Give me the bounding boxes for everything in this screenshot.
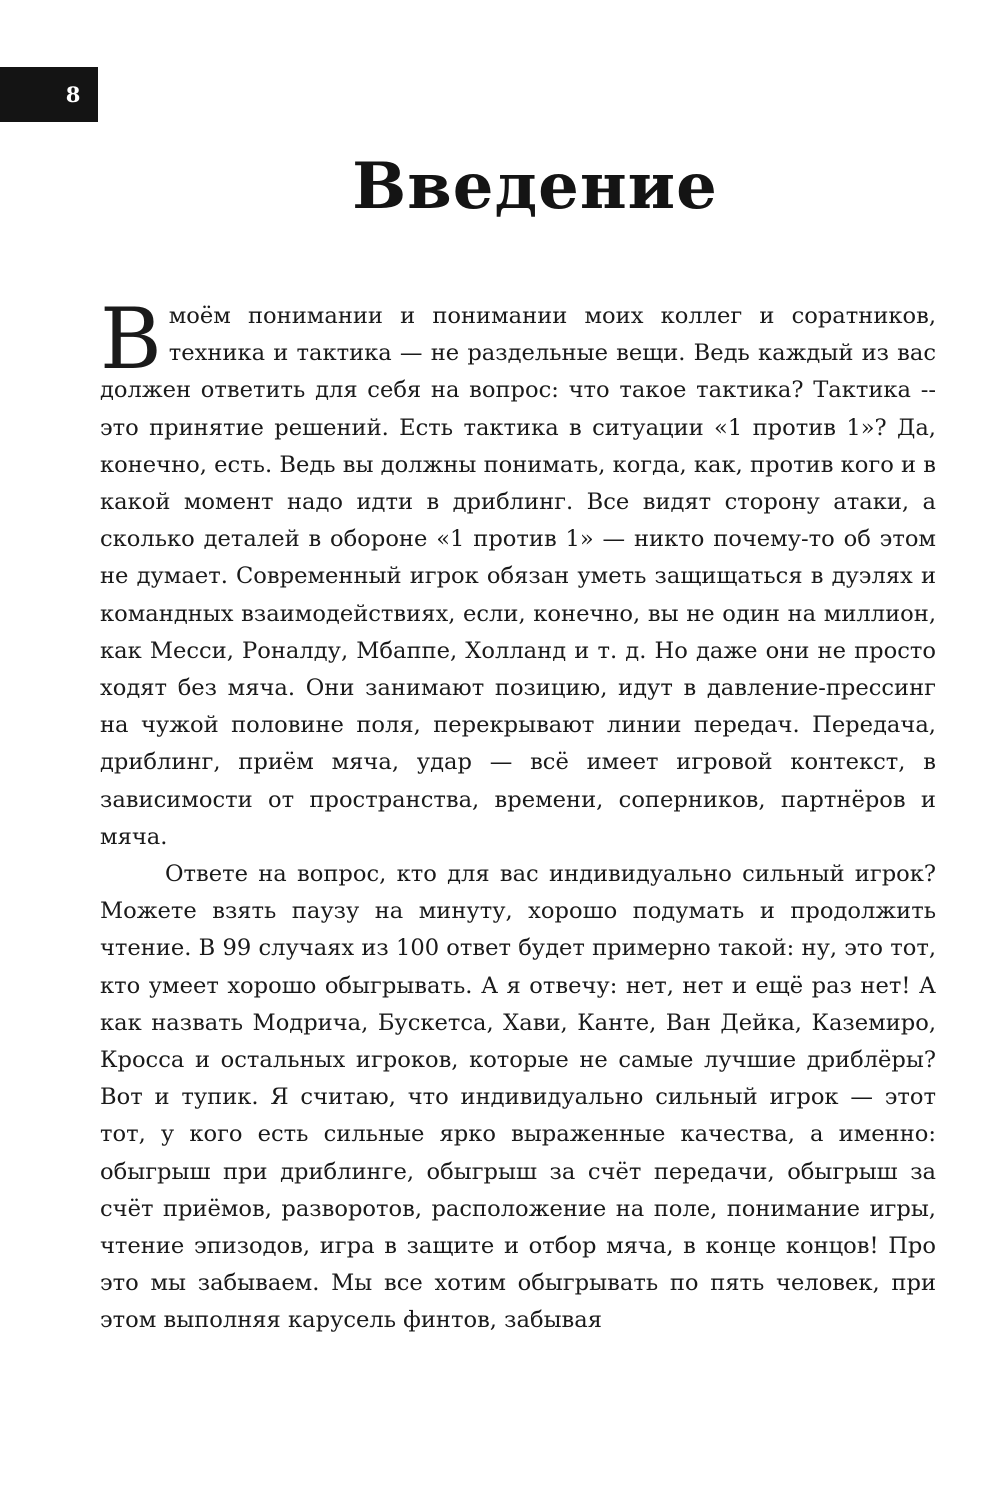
chapter-title: Введение <box>352 149 718 224</box>
paragraph-2-text: Ответе на вопрос, кто для вас индивидуально сильный игрок? Можете взять паузу на минуту, хорошо подумать и продолжить чтение. В 99 случаях из 100 ответ будет примерно такой: ну, это тот, кто умеет хорошо обыгрывать. А я отвечу: нет, нет и ещё раз нет! А как назвать Модрича, Бускетса, Хави, Канте, Ван Дейка, Каземиро, Кросса и остальных игроков, которые не самые лучшие дриблёры? Вот и тупик. Я считаю, что индивидуально сильный игрок — этот тот, у кого есть сильные ярко выраженные качества, а именно: обыгрыш при дриблинге, обыгрыш за счёт передачи, обыгрыш за счёт приёмов, разворотов, расположение на поле, понимание игры, чтение эпизодов, игра в защите и отбор мяча, в конце концов! Про это мы забываем. Мы все хотим обыгрывать по пять человек, при этом выполняя карусель финтов, забывая <box>100 861 936 1334</box>
page-number-tab <box>0 67 98 122</box>
paragraph-2 <box>100 856 936 1340</box>
paragraph-1-text: моём понимании и понимании моих коллег и соратников, техника и тактика — не раздельные вещи. Ведь каждый из вас должен ответить для себя на вопрос: что такое тактика? Тактика -- это принятие решений. Есть тактика в ситуации «1 против 1»? Да, конечно, есть. Ведь вы должны понимать, когда, как, против кого и в какой момент надо идти в дриблинг. Все видят сторону атаки, а сколько деталей в обороне «1 против 1» — никто почему-то об этом не думает. Современный игрок обязан уметь защищаться в дуэлях и командных взаимодействиях, если, конечно, вы не один на миллион, как Месси, Роналду, Мбаппе, Холланд и т. д. Но даже они не просто ходят без мяча. Они занимают позицию, идут в давление-прессинг на чужой половине поля, перекрывают линии передач. Передача, дриблинг, приём мяча, удар — всё имеет игровой контекст, в зависимости от пространства, времени, соперников, партнёров и мяча. <box>100 303 936 850</box>
drop-cap: В <box>100 290 162 388</box>
paragraph-1 <box>100 290 936 856</box>
page-number: 8 <box>65 82 81 107</box>
body-text <box>100 290 936 1340</box>
